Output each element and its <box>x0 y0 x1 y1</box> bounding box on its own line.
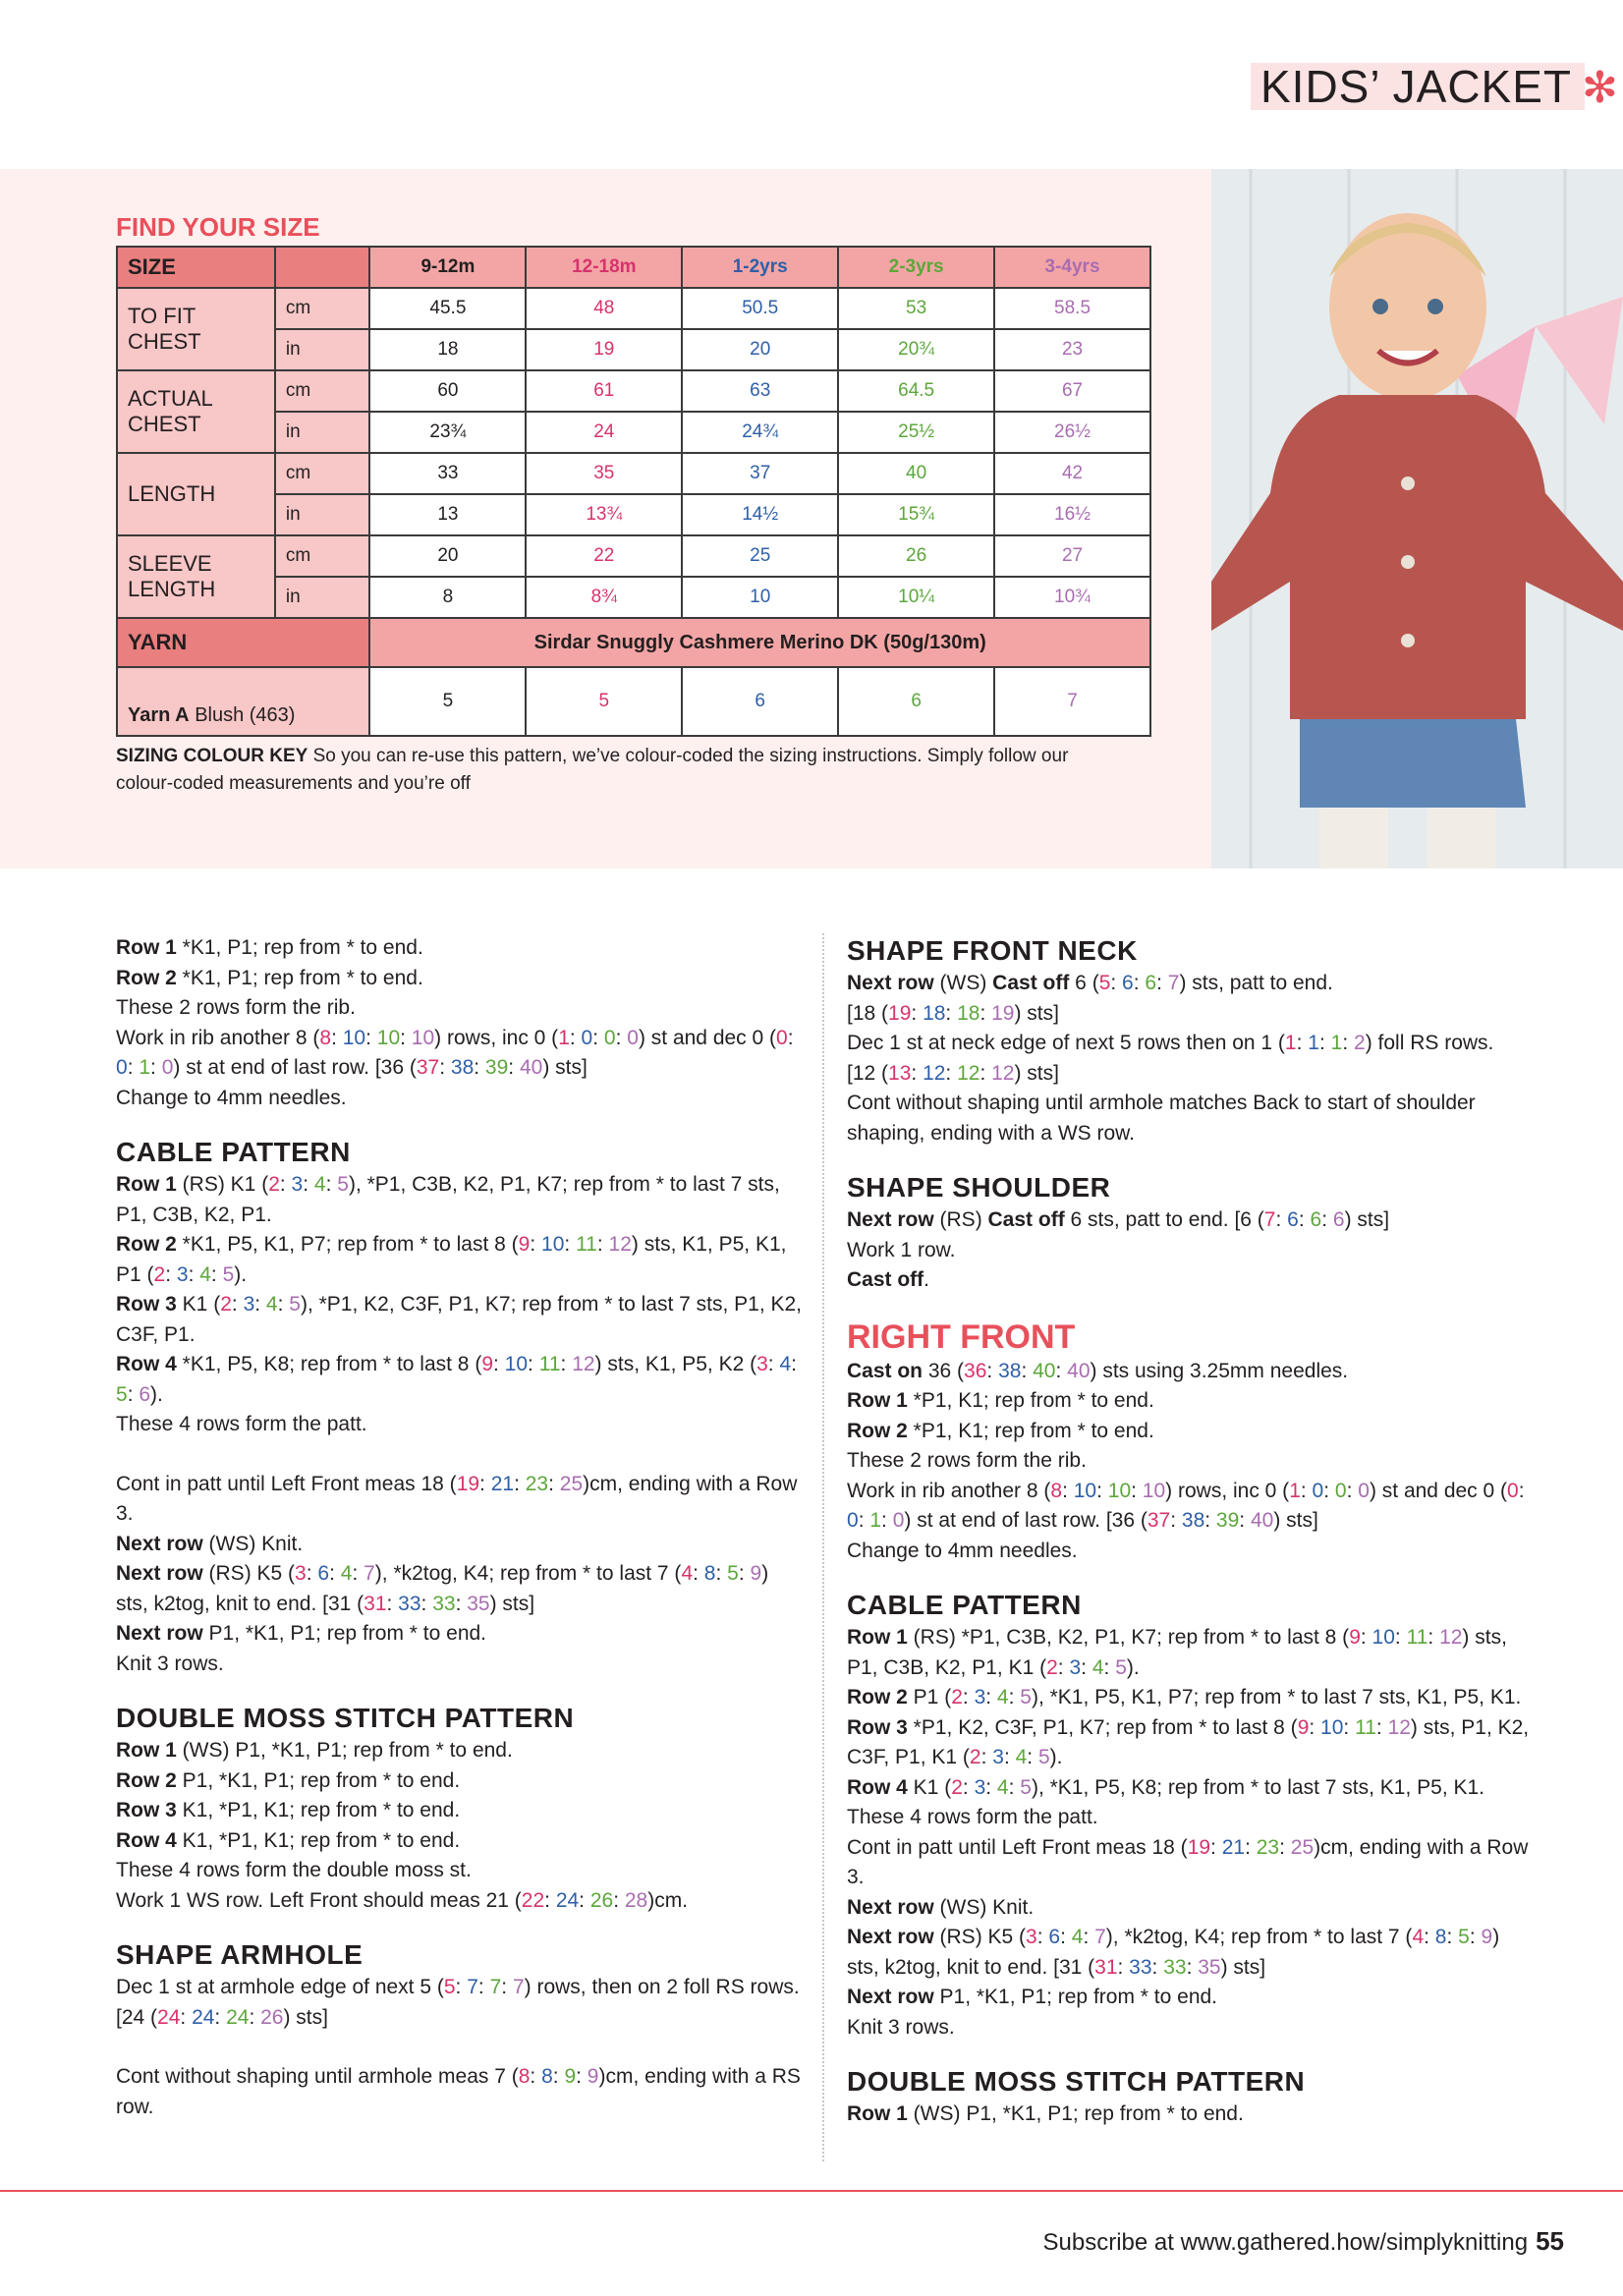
yarn-row <box>117 618 1150 667</box>
find-your-size-heading: FIND YOUR SIZE <box>116 212 320 242</box>
cell: 35 <box>526 453 682 494</box>
table-row <box>117 453 1150 494</box>
unit-cm: cm <box>275 370 370 412</box>
page-number: 55 <box>1536 2226 1564 2256</box>
page-title: KIDS’ JACKET ✻ <box>1260 61 1619 112</box>
row-label: LENGTH <box>117 453 275 535</box>
cell: 25½ <box>838 412 994 453</box>
cell: 15¾ <box>838 494 994 535</box>
row-label: ACTUAL CHEST <box>117 370 275 453</box>
cell: 61 <box>526 370 682 412</box>
size-4: 2-3yrs <box>838 247 994 288</box>
cell: 22 <box>526 535 682 577</box>
cell: 5 <box>526 667 682 736</box>
cell: 14½ <box>682 494 838 535</box>
cell: 16½ <box>994 494 1150 535</box>
cell: 58.5 <box>994 288 1150 329</box>
unit-cm: cm <box>275 453 370 494</box>
footer-rule <box>0 2190 1623 2192</box>
cell: 48 <box>526 288 682 329</box>
size-5: 3-4yrs <box>994 247 1150 288</box>
sizing-colour-key: SIZING COLOUR KEY So you can re-use this pattern, we’ve colour-coded the sizing instructions. Simply follow our colour-coded measurements and you’re off <box>116 746 1069 794</box>
star-icon: ✻ <box>1582 64 1619 112</box>
cell: 40 <box>838 453 994 494</box>
cell: 8 <box>369 577 526 618</box>
cell: 20 <box>682 329 838 370</box>
cell: 6 <box>682 667 838 736</box>
cell: 37 <box>682 453 838 494</box>
table-row <box>117 370 1150 412</box>
unit-in: in <box>275 329 370 370</box>
yarn-a-label: Yarn A Blush (463) <box>117 667 369 736</box>
cell: 23¾ <box>369 412 526 453</box>
size-header-row <box>117 247 1150 288</box>
cell: 50.5 <box>682 288 838 329</box>
cell: 53 <box>838 288 994 329</box>
cell: 63 <box>682 370 838 412</box>
cell: 13 <box>369 494 526 535</box>
cell: 26½ <box>994 412 1150 453</box>
cell: 45.5 <box>369 288 526 329</box>
cell: 33 <box>369 453 526 494</box>
cell: 24 <box>526 412 682 453</box>
table-row <box>117 288 1150 329</box>
cell: 24¾ <box>682 412 838 453</box>
size-1: 9-12m <box>369 247 526 288</box>
cell: 7 <box>994 667 1150 736</box>
unit-cm: cm <box>275 288 370 329</box>
cell: 23 <box>994 329 1150 370</box>
cell: 26 <box>838 535 994 577</box>
cell: 10¾ <box>994 577 1150 618</box>
size-3: 1-2yrs <box>682 247 838 288</box>
footer <box>1043 2226 1565 2257</box>
row-label: TO FIT CHEST <box>117 288 275 370</box>
cell: 8¾ <box>526 577 682 618</box>
right-column: SHAPE FRONT NECK Next row (WS) Cast off 6 (5: 6: 6: 7) sts, patt to end. [18 (19: 18: 18: 19) sts] Dec 1 st at neck edge of next 5 rows then on 1 (1: 1: 1: 2) foll RS rows. [12 (13: 12: 12: 12) sts] Cont without shaping until armhole matches Back to start of shoulder shaping, ending with a WS row. SHAPE SHOULDER Next row (RS) Cast off 6 sts, patt to end. [6 (7: 6: 6: 6) sts] Work 1 row. Cast off. RIGHT FRONT Cast on 36 (36: 38: 40: 40) sts using 3.25mm needles. Row 1 *P1, K1; rep from * to end. Row 2 *P1, K1; rep from * to end. These 2 rows form the rib. Work in rib another 8 (8: 10: 10: 10) rows, inc 0 (1: 0: 0: 0) st and dec 0 (0: 0: 1: 0) st at end of last row. [36 (37: 38: 39: 40) sts] Change to 4mm needles. CABLE PATTERN Row 1 (RS) *P1, C3B, K2, P1, K7; rep from * to last 8 (9: 10: 11: 12) sts, P1, C3B, K2, P1, K1 (2: 3: 4: 5). Row 2 P1 (2: 3: 4: 5), *K1, P5, K1, P7; rep from * to last 7 sts, K1, P5, K1. Row 3 *P1, K2, C3F, P1, K7; rep from * to last 8 (9: 10: 11: 12) sts, P1, K2, C3F, P1, K1 (2: 3: 4: 5). Row 4 K1 (2: 3: 4: 5), *K1, P5, K8; rep from * to last 7 sts, K1, P5, K1. These 4 rows form the patt. Cont in patt until Left Front meas 18 (19: 21: 23: 25)cm, ending with a Row 3. Next row (WS) Knit. Next row (RS) K5 (3: 6: 4: 7), *k2tog, K4; rep from * to last 7 (4: 8: 5: 9) sts, k2tog, knit to end. [31 (31: 33: 33: 35) sts] Next row P1, *K1, P1; rep from * to end. Knit 3 rows. DOUBLE MOSS STITCH PATTERN Row 1 (WS) P1, *K1, P1; rep from * to end. <box>847 935 1530 2125</box>
unit-in: in <box>275 577 370 618</box>
cell: 5 <box>369 667 526 736</box>
cell: 10 <box>682 577 838 618</box>
cell: 20¾ <box>838 329 994 370</box>
unit-cm: cm <box>275 535 370 577</box>
cell: 18 <box>369 329 526 370</box>
size-header-blank <box>275 247 370 288</box>
cell: 67 <box>994 370 1150 412</box>
left-column: Row 1 *K1, P1; rep from * to end. Row 2 *K1, P1; rep from * to end. These 2 rows form the rib. Work in rib another 8 (8: 10: 10: 10) rows, inc 0 (1: 0: 0: 0) st and dec 0 (0: 0: 1: 0) st at end of last row. [36 (37: 38: 39: 40) sts] Change to 4mm needles. CABLE PATTERN Row 1 (RS) K1 (2: 3: 4: 5), *P1, C3B, K2, P1, K7; rep from * to last 7 sts, P1, C3B, K2, P1. Row 2 *K1, P5, K1, P7; rep from * to last 8 (9: 10: 11: 12) sts, K1, P5, K1, P1 (2: 3: 4: 5). Row 3 K1 (2: 3: 4: 5), *P1, K2, C3F, P1, K7; rep from * to last 7 sts, P1, K2, C3F, P1. Row 4 *K1, P5, K8; rep from * to last 8 (9: 10: 11: 12) sts, K1, P5, K2 (3: 4: 5: 6). These 4 rows form the patt. Cont in patt until Left Front meas 18 (19: 21: 23: 25)cm, ending with a Row 3. Next row (WS) Knit. Next row (RS) K5 (3: 6: 4: 7), *k2tog, K4; rep from * to last 7 (4: 8: 5: 9) sts, k2tog, knit to end. [31 (31: 33: 33: 35) sts] Next row P1, *K1, P1; rep from * to end. Knit 3 rows. DOUBLE MOSS STITCH PATTERN Row 1 (WS) P1, *K1, P1; rep from * to end. Row 2 P1, *K1, P1; rep from * to end. Row 3 K1, *P1, K1; rep from * to end. Row 4 K1, *P1, K1; rep from * to end. These 4 rows form the double moss st. Work 1 WS row. Left Front should meas 21 (22: 24: 26: 28)cm. SHAPE ARMHOLE Dec 1 st at armhole edge of next 5 (5: 7: 7: 7) rows, then on 2 foll RS rows. [24 (24: 24: 24: 26) sts] Cont without shaping until armhole meas 7 (8: 8: 9: 9)cm, ending with a RS row. <box>116 936 803 2118</box>
cell: 6 <box>838 667 994 736</box>
cell: 64.5 <box>838 370 994 412</box>
size-2: 12-18m <box>526 247 682 288</box>
cell: 42 <box>994 453 1150 494</box>
size-table <box>116 246 1151 737</box>
unit-in: in <box>275 494 370 535</box>
cell: 13¾ <box>526 494 682 535</box>
yarn-name: Sirdar Snuggly Cashmere Merino DK (50g/130m) <box>369 618 1150 667</box>
size-label: SIZE <box>117 247 275 288</box>
cell: 20 <box>369 535 526 577</box>
cell: 10¼ <box>838 577 994 618</box>
unit-in: in <box>275 412 370 453</box>
photo-girl-in-jacket <box>1211 169 1623 868</box>
yarn-a-row <box>117 667 1150 736</box>
footer-subscribe: Subscribe at www.gathered.how/simplyknitting <box>1042 2229 1529 2256</box>
row-label: SLEEVE LENGTH <box>117 535 275 618</box>
column-divider <box>822 933 824 2161</box>
cell: 19 <box>526 329 682 370</box>
cell: 25 <box>682 535 838 577</box>
cell: 60 <box>369 370 526 412</box>
yarn-label: YARN <box>117 618 369 667</box>
table-row <box>117 535 1150 577</box>
cell: 27 <box>994 535 1150 577</box>
